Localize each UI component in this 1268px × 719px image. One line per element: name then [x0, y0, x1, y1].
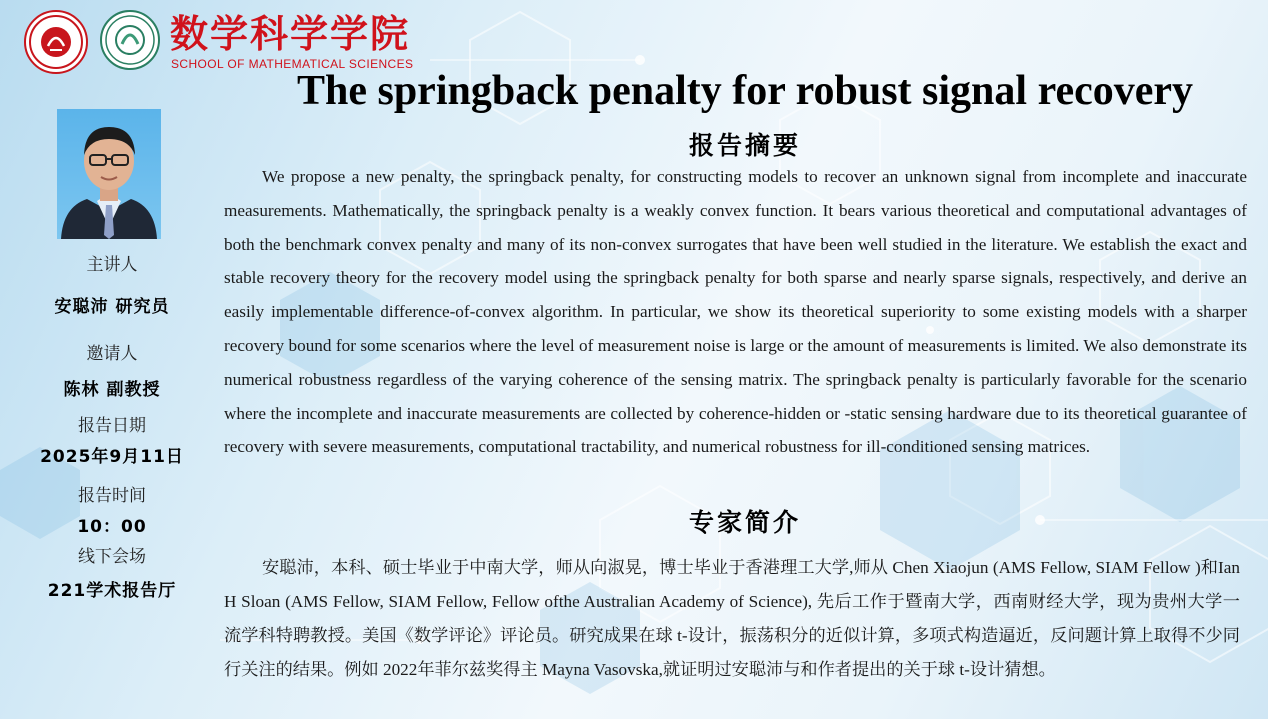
- talk-title: The springback penalty for robust signal recovery: [296, 68, 1194, 114]
- school-emblem-icon: [100, 10, 160, 70]
- school-name-cn: 数学科学学院: [170, 12, 411, 56]
- bio-heading: 专家简介: [688, 508, 801, 537]
- venue-value: 221学术报告厅: [47, 581, 177, 601]
- speaker-label: 主讲人: [86, 255, 138, 275]
- speaker-photo: [57, 109, 161, 239]
- date-value: 2025年9月11日: [40, 447, 184, 467]
- school-name-en: SCHOOL OF MATHEMATICAL SCIENCES: [171, 57, 414, 71]
- bio-text: 安聪沛，本科、硕士毕业于中南大学，师从向淑晃，博士毕业于香港理工大学,师从 Chen Xiaojun (AMS Fellow, SIAM Fellow )和Ian H Sloan (AMS Fellow, SIAM Fellow, Fellow ofthe Australian Academy of Science), 先后工作于暨南大学，西南财经大学，现为贵州大学一流学科特聘教授。美国《数学评论》评论员。研究成果在球 t-设计，振荡积分的近似计算，多项式构造逼近，反问题计算上取得不少同行关注的结果。例如 2022年菲尔兹奖得主 Mayna Vasovska,就证明过安聪沛与和作者提出的关于球 t-设计猜想。: [224, 558, 1240, 679]
- host-name: 陈林 副教授: [63, 380, 161, 400]
- host-label: 邀请人: [86, 344, 138, 364]
- abstract-heading: 报告摘要: [688, 131, 801, 160]
- abstract-text: We propose a new penalty, the springback penalty, for constructing models to recover an unknown signal from incomplete and inaccurate measurements. Mathematically, the springback penalty is a weakly convex function. It bears various theoretical and computational advantages of both the benchmark convex penalty and many of its non-convex surrogates that have been well studied in the literature. We establish the exact and stable recovery theory for the recovery model using the springback penalty for both sparse and nearly sparse signals, respectively, and derive an easily implementable difference-of-convex algorithm. In particular, we show its theoretical superiority to some existing models with a sharper recovery bound for some scenarios where the level of measurement noise is large or the amount of measurements is limited. We also demonstrate its numerical robustness regardless of the varying coherence of the sensing matrix. The springback penalty is particularly favorable for the scenario where the incomplete and inaccurate measurements are collected by coherence-hidden or -static sensing hardware due to its theoretical guarantee of recovery with severe measurements, computational tractability, and numerical robustness for ill-conditioned sensing matrices.: [224, 167, 1247, 457]
- speaker-name: 安聪沛 研究员: [54, 297, 170, 317]
- venue-label: 线下会场: [78, 547, 146, 567]
- time-value: 10：00: [77, 517, 147, 537]
- date-label: 报告日期: [78, 416, 146, 436]
- time-label: 报告时间: [78, 486, 146, 506]
- university-seal-icon: [24, 10, 88, 74]
